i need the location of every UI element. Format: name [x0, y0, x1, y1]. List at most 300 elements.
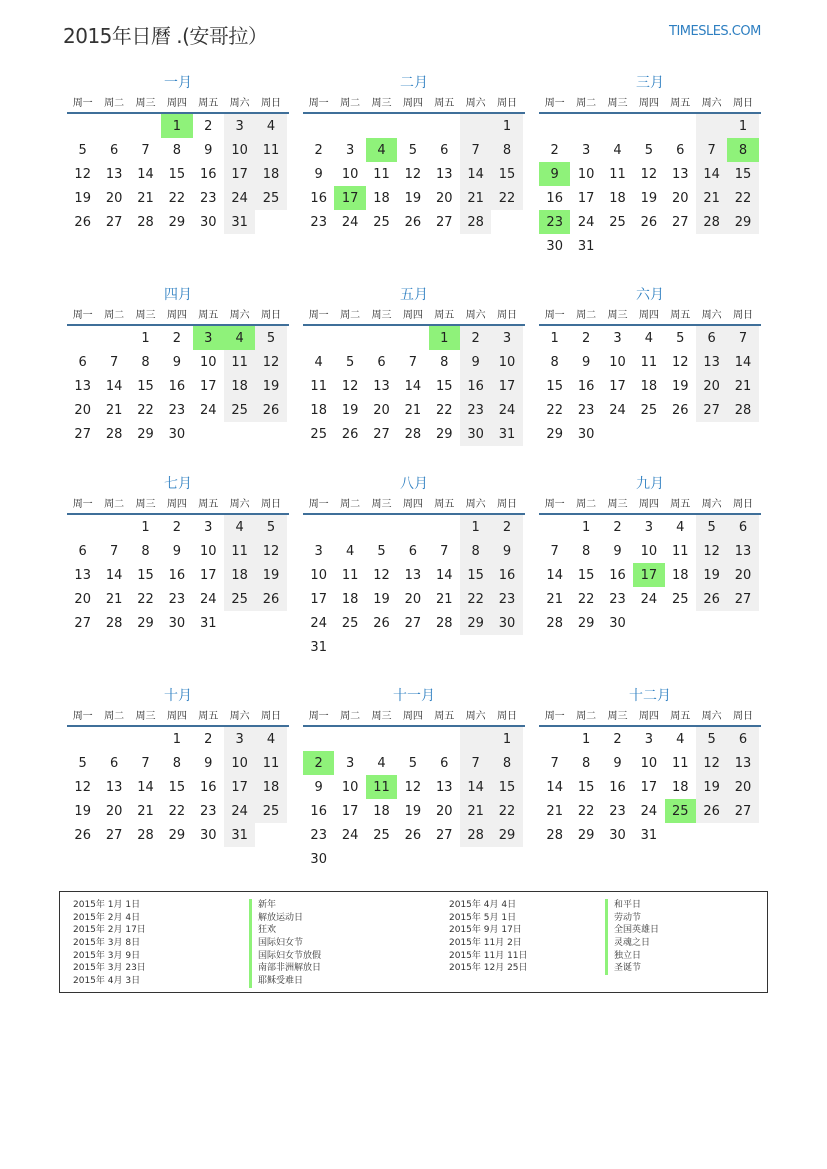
empty-cell: [460, 727, 491, 751]
day-cell: 5: [345, 354, 355, 370]
weekday-label: 周三: [135, 310, 156, 321]
day-cell: 26: [696, 799, 727, 823]
day-cell: 16: [168, 378, 186, 394]
day-cell: 3: [644, 519, 653, 535]
day-cell: 16: [199, 779, 217, 795]
day-cell: 22: [577, 803, 595, 819]
day-cell: 11: [373, 166, 390, 182]
empty-cell: [602, 422, 633, 446]
weekday-label: 周四: [638, 711, 659, 722]
weekday-label: 周三: [607, 499, 628, 510]
weekday-header: [303, 308, 525, 326]
empty-cell: [429, 114, 460, 138]
holiday-name: 耶稣受难日: [249, 975, 321, 988]
month-title: 九月: [636, 476, 664, 492]
holiday-name: 劳动节: [605, 912, 659, 925]
day-cell: 11: [671, 755, 689, 771]
day-cell: 1: [141, 519, 150, 535]
holiday-date: 2015年 4月 4日: [449, 900, 517, 910]
day-cell: 11: [224, 350, 255, 374]
day-cell: 2: [491, 515, 522, 539]
day-cell: 3: [581, 142, 591, 158]
day-cell: 23: [609, 591, 626, 607]
day-cell: 21: [435, 591, 453, 607]
day-cell: 11: [671, 543, 689, 559]
empty-cell: [366, 515, 397, 539]
holiday-day-cell: 4: [224, 326, 255, 350]
day-cell: 1: [491, 727, 522, 751]
day-cell: 30: [199, 827, 217, 843]
day-cell: 7: [550, 755, 559, 771]
month-title: 十二月: [629, 688, 671, 704]
empty-cell: [67, 114, 98, 138]
day-cell: 7: [460, 138, 491, 162]
day-cell: 1: [581, 519, 591, 535]
day-cell: 28: [696, 210, 727, 234]
weekday-label: 周二: [104, 98, 125, 109]
day-cell: 20: [727, 775, 758, 799]
day-cell: 4: [676, 731, 685, 747]
weekday-label: 周四: [166, 98, 187, 109]
holiday-day-cell: 25: [665, 799, 696, 823]
day-cell: 7: [696, 138, 727, 162]
day-cell: 25: [255, 186, 286, 210]
day-cell: 2: [204, 731, 213, 747]
day-cell: 31: [310, 639, 327, 655]
day-cell: 1: [460, 515, 491, 539]
empty-cell: [130, 114, 161, 138]
day-cell: 6: [408, 543, 417, 559]
day-cell: 31: [640, 827, 658, 843]
weekday-label: 周一: [544, 711, 565, 722]
empty-cell: [727, 823, 758, 847]
day-cell: 25: [373, 214, 390, 230]
month-title: 八月: [400, 476, 428, 492]
day-cell: 11: [609, 166, 626, 182]
weekday-label: 周日: [261, 98, 282, 109]
day-cell: 12: [696, 539, 727, 563]
day-cell: 30: [609, 615, 626, 631]
day-cell: 23: [199, 190, 217, 206]
holiday-date: 2015年 12月 25日: [449, 963, 528, 974]
empty-cell: [366, 326, 397, 350]
day-cell: 28: [727, 398, 758, 422]
weekday-label: 周一: [72, 499, 93, 510]
day-cell: 20: [671, 190, 689, 206]
day-cell: 29: [491, 823, 522, 847]
empty-cell: [429, 847, 460, 871]
day-cell: 6: [440, 142, 449, 158]
month-title: 十一月: [393, 688, 435, 704]
empty-cell: [429, 635, 460, 659]
weekday-label: 周二: [340, 711, 361, 722]
day-grid: [67, 326, 289, 446]
day-cell: 3: [224, 114, 255, 138]
day-cell: 18: [255, 162, 286, 186]
page-title: 2015年日曆 .(安哥拉）: [63, 24, 268, 48]
day-cell: 31: [224, 823, 255, 847]
empty-cell: [491, 635, 522, 659]
day-cell: 24: [640, 591, 658, 607]
day-cell: 19: [404, 190, 422, 206]
day-cell: 9: [204, 142, 213, 158]
weekday-label: 周二: [104, 711, 125, 722]
day-cell: 23: [199, 803, 217, 819]
day-cell: 24: [609, 402, 626, 418]
day-cell: 21: [404, 402, 422, 418]
day-cell: 21: [105, 402, 123, 418]
day-cell: 9: [491, 539, 522, 563]
weekday-label: 周一: [72, 98, 93, 109]
day-cell: 20: [435, 803, 453, 819]
month-title: 三月: [636, 75, 664, 91]
day-cell: 13: [373, 378, 390, 394]
holiday-date: 2015年 11月 2日: [449, 938, 522, 949]
holiday-date: 2015年 3月 23日: [73, 963, 146, 974]
weekday-label: 周六: [229, 310, 250, 321]
day-cell: 14: [137, 779, 154, 795]
weekday-label: 周日: [733, 711, 754, 722]
site-logo[interactable]: TIMESLES.COM: [669, 24, 761, 39]
day-cell: 5: [78, 142, 87, 158]
weekday-header: [303, 497, 525, 515]
day-cell: 30: [168, 426, 186, 442]
empty-cell: [460, 114, 491, 138]
day-cell: 24: [640, 803, 658, 819]
day-grid: [539, 515, 761, 635]
day-cell: 19: [74, 190, 91, 206]
day-cell: 12: [640, 166, 658, 182]
day-cell: 2: [172, 330, 181, 346]
empty-cell: [98, 727, 129, 751]
day-cell: 6: [440, 755, 449, 771]
weekday-label: 周二: [340, 98, 361, 109]
weekday-header: [67, 96, 289, 114]
day-cell: 4: [224, 515, 255, 539]
weekday-label: 周日: [261, 499, 282, 510]
day-cell: 19: [696, 563, 727, 587]
day-cell: 21: [137, 803, 154, 819]
day-cell: 15: [168, 166, 186, 182]
month-title: 六月: [636, 287, 664, 303]
weekday-header: [303, 96, 525, 114]
day-cell: 29: [168, 214, 186, 230]
day-cell: 13: [671, 166, 689, 182]
day-cell: 23: [491, 587, 522, 611]
day-cell: 1: [491, 114, 522, 138]
day-cell: 3: [224, 727, 255, 751]
weekday-label: 周六: [465, 711, 486, 722]
day-cell: 9: [314, 166, 323, 182]
empty-cell: [633, 422, 664, 446]
day-cell: 18: [224, 374, 255, 398]
day-cell: 12: [373, 567, 390, 583]
day-cell: 24: [199, 402, 217, 418]
day-cell: 20: [404, 591, 422, 607]
month-12: [539, 685, 761, 847]
day-cell: 30: [199, 214, 217, 230]
day-cell: 5: [255, 326, 286, 350]
day-cell: 28: [137, 214, 154, 230]
day-cell: 21: [546, 591, 563, 607]
day-cell: 6: [676, 142, 685, 158]
day-cell: 27: [727, 587, 758, 611]
day-cell: 25: [640, 402, 658, 418]
day-cell: 27: [74, 426, 91, 442]
empty-cell: [665, 422, 696, 446]
day-cell: 11: [310, 378, 327, 394]
day-cell: 9: [314, 779, 323, 795]
day-cell: 28: [460, 823, 491, 847]
holiday-day-cell: 1: [429, 326, 460, 350]
weekday-header: [67, 709, 289, 727]
day-cell: 5: [408, 755, 417, 771]
day-cell: 29: [137, 615, 154, 631]
weekday-label: 周六: [465, 499, 486, 510]
empty-cell: [397, 635, 428, 659]
holiday-name: 新年: [249, 899, 321, 912]
holiday-dates-right: [449, 899, 528, 975]
day-cell: 17: [640, 779, 658, 795]
weekday-label: 周二: [576, 310, 597, 321]
day-cell: 9: [581, 354, 591, 370]
weekday-header: [67, 497, 289, 515]
day-cell: 21: [546, 803, 563, 819]
empty-cell: [727, 422, 758, 446]
weekday-label: 周三: [371, 310, 392, 321]
weekday-label: 周四: [166, 310, 187, 321]
day-cell: 20: [435, 190, 453, 206]
day-cell: 10: [224, 751, 255, 775]
day-cell: 24: [341, 214, 359, 230]
day-cell: 27: [74, 615, 91, 631]
weekday-label: 周三: [135, 98, 156, 109]
day-cell: 16: [168, 567, 186, 583]
holiday-day-cell: 8: [727, 138, 758, 162]
day-cell: 7: [141, 142, 150, 158]
day-cell: 3: [345, 142, 355, 158]
day-cell: 8: [141, 543, 150, 559]
empty-cell: [397, 515, 428, 539]
day-cell: 29: [546, 426, 563, 442]
day-cell: 5: [676, 330, 685, 346]
day-cell: 29: [727, 210, 758, 234]
weekday-label: 周三: [371, 711, 392, 722]
day-cell: 15: [727, 162, 758, 186]
day-cell: 26: [671, 402, 689, 418]
empty-cell: [366, 635, 397, 659]
weekday-label: 周三: [607, 711, 628, 722]
day-cell: 24: [577, 214, 595, 230]
day-cell: 13: [404, 567, 422, 583]
day-cell: 5: [377, 543, 386, 559]
weekday-header: [303, 709, 525, 727]
day-cell: 22: [435, 402, 453, 418]
weekday-label: 周三: [371, 98, 392, 109]
day-cell: 17: [224, 775, 255, 799]
day-cell: 27: [373, 426, 390, 442]
empty-cell: [460, 847, 491, 871]
day-cell: 15: [137, 378, 154, 394]
day-cell: 26: [404, 827, 422, 843]
day-cell: 27: [435, 214, 453, 230]
holiday-name: 南部非洲解放日: [249, 962, 321, 975]
day-cell: 8: [581, 755, 591, 771]
day-cell: 1: [727, 114, 758, 138]
day-cell: 17: [310, 591, 327, 607]
day-cell: 22: [137, 402, 154, 418]
empty-cell: [460, 635, 491, 659]
day-cell: 12: [255, 539, 286, 563]
day-cell: 7: [550, 543, 559, 559]
weekday-label: 周四: [638, 499, 659, 510]
day-cell: 18: [640, 378, 658, 394]
day-cell: 4: [314, 354, 323, 370]
holiday-date: 2015年 2月 17日: [73, 925, 146, 936]
weekday-label: 周一: [308, 98, 329, 109]
day-grid: [539, 114, 761, 258]
day-cell: 2: [550, 142, 559, 158]
day-cell: 31: [199, 615, 217, 631]
day-cell: 10: [609, 354, 626, 370]
holiday-name: 和平日: [605, 899, 659, 912]
day-cell: 14: [546, 567, 563, 583]
weekday-label: 周三: [135, 499, 156, 510]
day-cell: 18: [224, 563, 255, 587]
day-cell: 25: [224, 587, 255, 611]
holiday-day-cell: 9: [539, 162, 570, 186]
weekday-label: 周六: [229, 98, 250, 109]
weekday-label: 周二: [104, 499, 125, 510]
weekday-label: 周日: [497, 499, 518, 510]
day-cell: 2: [613, 519, 622, 535]
day-grid: [67, 114, 289, 234]
holiday-name: 解放运动日: [249, 912, 321, 925]
holiday-name: 全国英雄日: [605, 924, 659, 937]
day-cell: 23: [168, 402, 186, 418]
weekday-label: 周日: [497, 310, 518, 321]
weekday-label: 周一: [544, 499, 565, 510]
holiday-day-cell: 1: [161, 114, 192, 138]
weekday-label: 周一: [544, 98, 565, 109]
holiday-name: 圣诞节: [605, 962, 659, 975]
day-cell: 12: [255, 350, 286, 374]
empty-cell: [334, 326, 365, 350]
day-cell: 16: [460, 374, 491, 398]
day-cell: 2: [172, 519, 181, 535]
weekday-label: 周四: [166, 499, 187, 510]
day-cell: 6: [377, 354, 386, 370]
day-cell: 1: [141, 330, 150, 346]
day-cell: 24: [341, 827, 359, 843]
empty-cell: [491, 210, 522, 234]
weekday-label: 周二: [340, 310, 361, 321]
empty-cell: [665, 114, 696, 138]
holiday-date: 2015年 3月 8日: [73, 938, 141, 949]
weekday-label: 周一: [544, 310, 565, 321]
empty-cell: [303, 515, 334, 539]
day-cell: 14: [460, 162, 491, 186]
day-cell: 28: [404, 426, 422, 442]
weekday-label: 周四: [402, 499, 423, 510]
day-cell: 25: [373, 827, 390, 843]
day-cell: 25: [671, 591, 689, 607]
day-cell: 8: [491, 751, 522, 775]
empty-cell: [303, 326, 334, 350]
empty-cell: [366, 847, 397, 871]
day-cell: 17: [199, 567, 217, 583]
weekday-header: [67, 308, 289, 326]
day-cell: 19: [373, 591, 390, 607]
weekday-label: 周一: [308, 310, 329, 321]
weekday-label: 周日: [497, 98, 518, 109]
day-cell: 26: [373, 615, 390, 631]
day-cell: 25: [341, 615, 359, 631]
day-cell: 15: [460, 563, 491, 587]
day-cell: 6: [109, 142, 119, 158]
month-6: [539, 284, 761, 446]
day-cell: 26: [74, 827, 91, 843]
day-cell: 13: [105, 779, 123, 795]
holiday-date: 2015年 11月 11日: [449, 950, 528, 961]
day-cell: 15: [137, 567, 154, 583]
weekday-label: 周五: [670, 711, 691, 722]
day-cell: 7: [460, 751, 491, 775]
day-cell: 2: [613, 731, 622, 747]
holiday-date: 2015年 4月 3日: [73, 976, 141, 987]
weekday-header: [539, 709, 761, 727]
day-cell: 3: [613, 330, 622, 346]
day-cell: 14: [546, 779, 563, 795]
day-cell: 31: [577, 238, 595, 254]
day-cell: 22: [460, 587, 491, 611]
weekday-label: 周五: [434, 711, 455, 722]
empty-cell: [696, 422, 727, 446]
day-cell: 11: [255, 138, 286, 162]
day-cell: 31: [224, 210, 255, 234]
empty-cell: [224, 422, 255, 446]
day-cell: 9: [204, 755, 213, 771]
day-cell: 5: [408, 142, 417, 158]
day-cell: 26: [74, 214, 91, 230]
empty-cell: [130, 727, 161, 751]
month-title: 四月: [164, 287, 192, 303]
day-cell: 28: [435, 615, 453, 631]
empty-cell: [67, 727, 98, 751]
day-cell: 24: [310, 615, 327, 631]
day-cell: 22: [168, 190, 186, 206]
month-1: [67, 72, 289, 234]
month-title: 十月: [164, 688, 192, 704]
day-cell: 20: [74, 591, 91, 607]
day-cell: 15: [435, 378, 453, 394]
holiday-day-cell: 4: [366, 138, 397, 162]
day-cell: 11: [224, 539, 255, 563]
day-cell: 27: [404, 615, 422, 631]
day-cell: 21: [696, 186, 727, 210]
day-cell: 24: [491, 398, 522, 422]
day-cell: 12: [696, 751, 727, 775]
empty-cell: [429, 727, 460, 751]
day-cell: 12: [404, 166, 422, 182]
empty-cell: [334, 635, 365, 659]
day-cell: 26: [255, 398, 286, 422]
day-cell: 31: [491, 422, 522, 446]
day-cell: 19: [696, 775, 727, 799]
weekday-label: 周五: [198, 711, 219, 722]
day-cell: 30: [577, 426, 595, 442]
day-cell: 26: [640, 214, 658, 230]
